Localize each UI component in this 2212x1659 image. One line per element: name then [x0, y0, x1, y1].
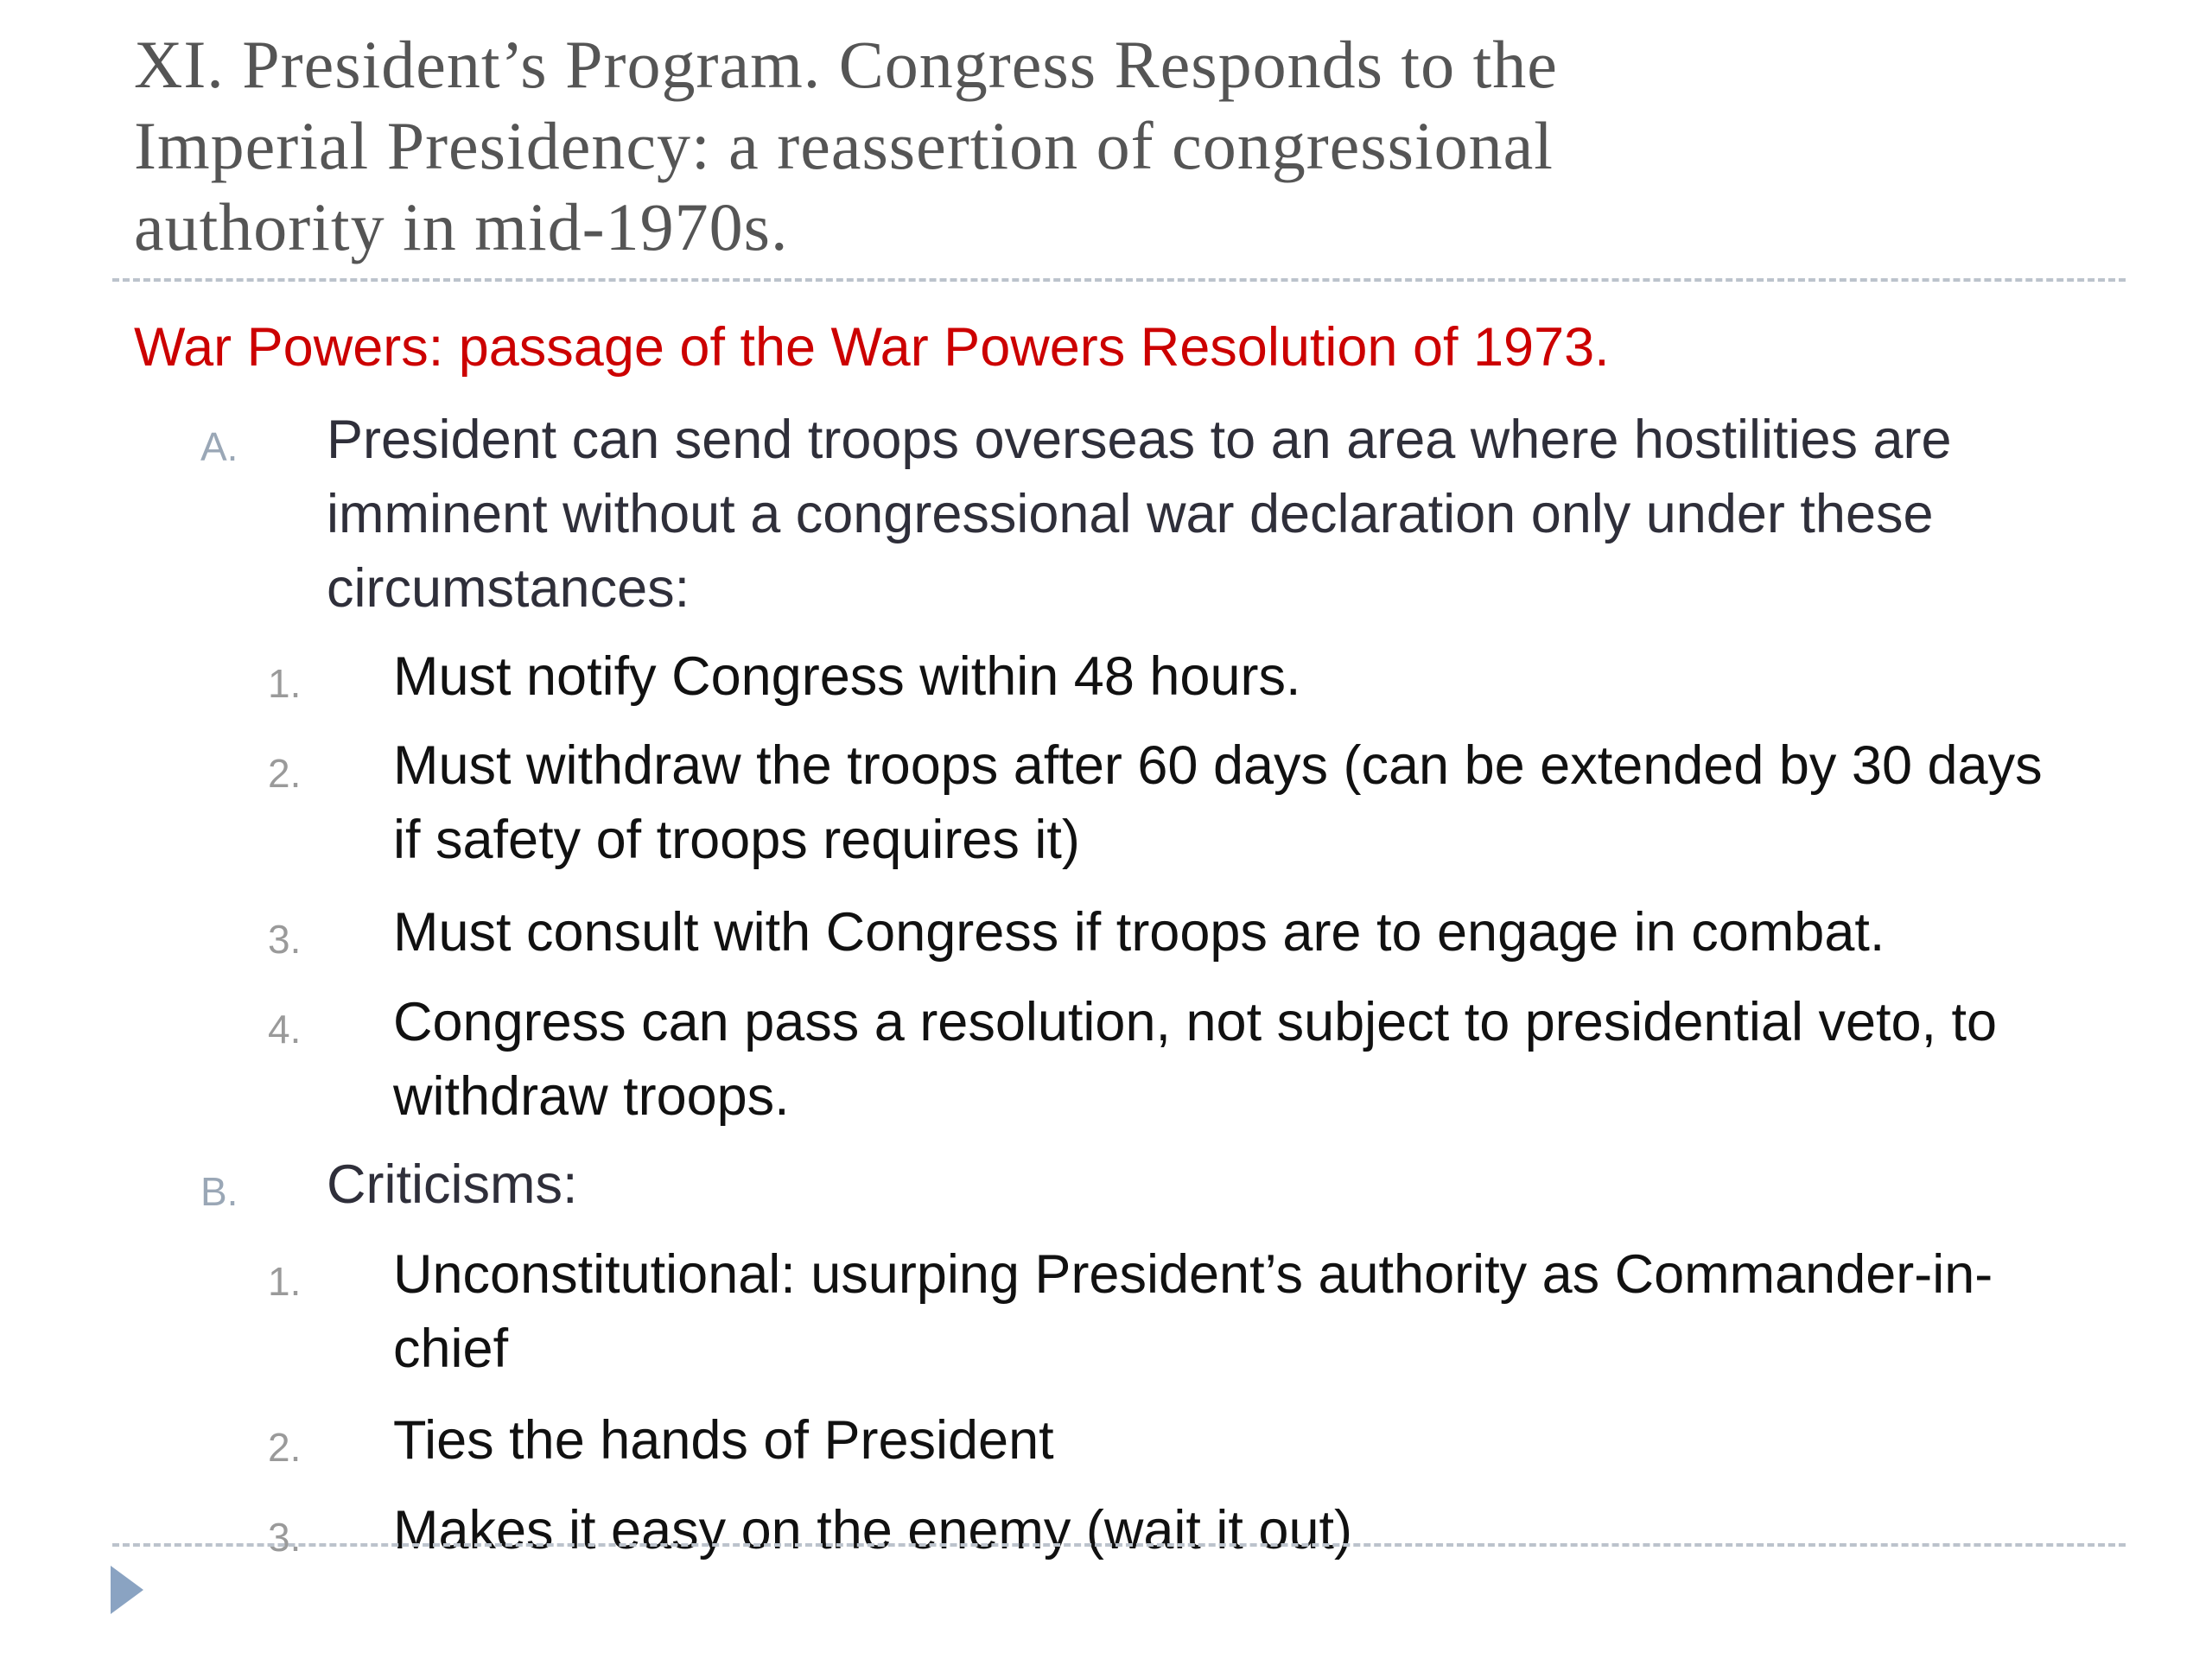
list-item-marker: 4.	[268, 1007, 302, 1052]
slide-title: XI. President’s Program. Congress Responds to the Imperial Presidency: a reassertion of congressional authority in mid-1970s.	[134, 27, 1558, 264]
list-item-text: Ties the hands of President	[393, 1410, 1054, 1471]
triangle-right-icon[interactable]	[111, 1566, 143, 1614]
list-item-text: Must notify Congress within 48 hours.	[393, 646, 1301, 707]
list-item-text: Makes it easy on the enemy (wait it out)	[393, 1500, 1352, 1560]
section-text-a: President can send troops overseas to an area where hostilities are imminent without a congressional war declaration only under these circumstances:	[327, 410, 1952, 619]
list-item-marker: 2.	[268, 751, 302, 796]
list-item-marker: 3.	[268, 917, 302, 962]
section-heading: War Powers: passage of the War Powers Resolution of 1973.	[134, 317, 1610, 378]
list-item-marker: 1.	[268, 661, 302, 706]
section-marker-b: B.	[200, 1169, 238, 1214]
list-item-marker: 2.	[268, 1425, 302, 1470]
footer-divider	[112, 1543, 2126, 1547]
list-item-text: Must withdraw the troops after 60 days (can be extended by 30 days if safety of troops requires it)	[393, 735, 2043, 870]
list-item-text: Unconstitutional: usurping President’s authority as Commander-in-chief	[393, 1244, 1993, 1379]
section-marker-a: A.	[200, 424, 238, 469]
section-text-b: Criticisms:	[327, 1154, 578, 1215]
list-item-marker: 3.	[268, 1515, 302, 1560]
list-item-marker: 1.	[268, 1259, 302, 1304]
list-item-text: Must consult with Congress if troops are to engage in combat.	[393, 902, 1885, 963]
list-item-text: Congress can pass a resolution, not subject to presidential veto, to withdraw troops.	[393, 992, 1998, 1127]
title-divider	[112, 278, 2126, 282]
